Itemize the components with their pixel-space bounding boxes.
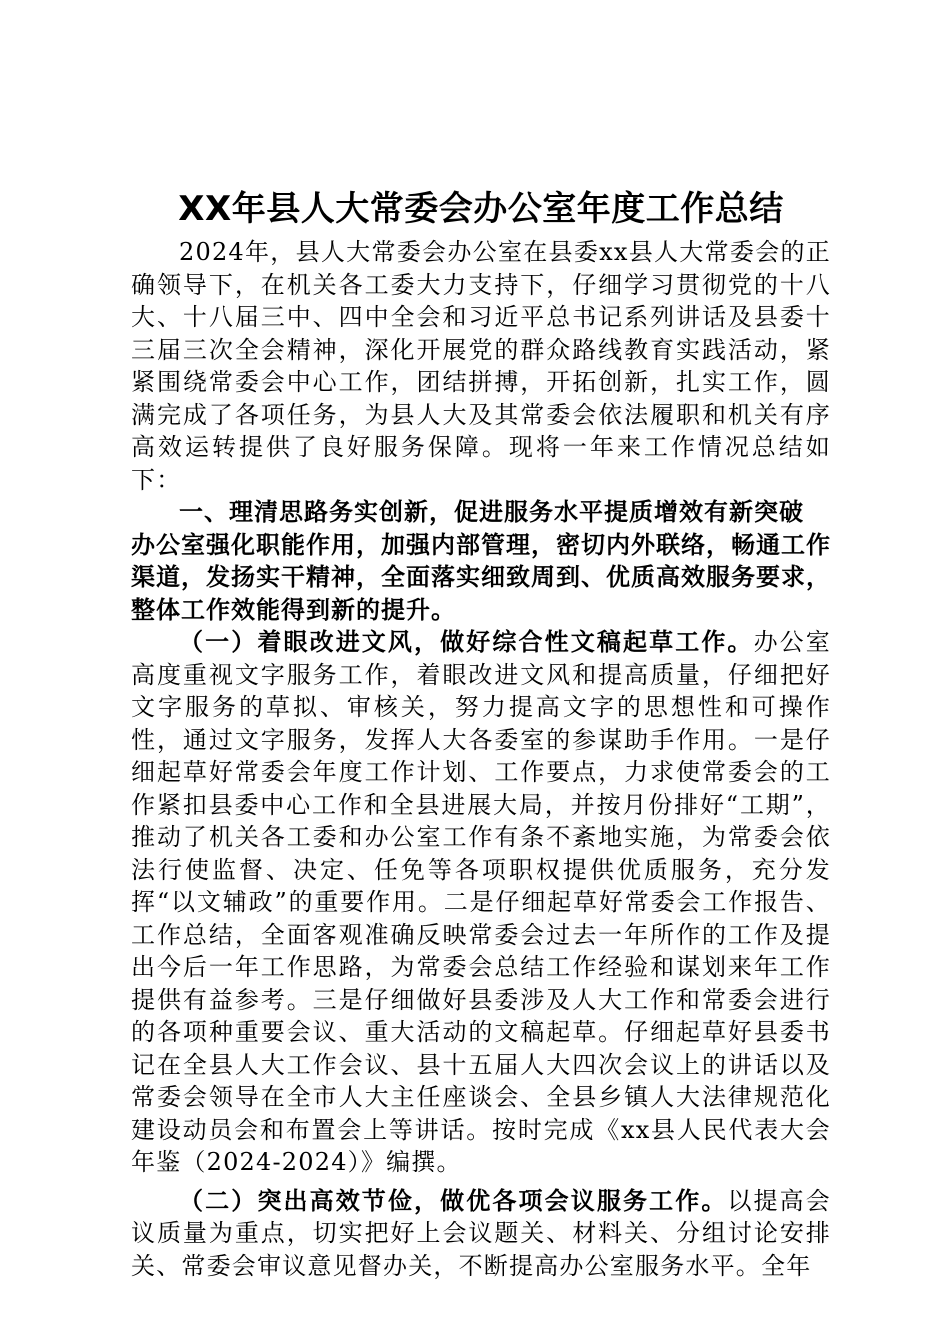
- item2-lead: （二）突出高效节俭，做优各项会议服务工作。: [179, 1186, 728, 1215]
- intro-paragraph: 2024年，县人大常委会办公室在县委xx县人大常委会的正确领导下，在机关各工委大力支持下，仔细学习贯彻党的十八大、十八届三中、四中全会和习近平总书记系列讲话及县委十三届三次全会精神，深化开展党的群众路线教育实践活动，紧紧围绕常委会中心工作，团结拼搏，开拓创新，扎实工作，圆满完成了各项任务，为县人大及其常委会依法履职和机关有序高效运转提供了良好服务保障。现将一年来工作情况总结如下：: [131, 238, 831, 494]
- item2-body: 以提高会议质量为重点，切实把好上会议题关、材料关、分组讨论安排关、常委会审议意见督办关，不断提高办公室服务水平。全年: [131, 1186, 831, 1280]
- section1-heading: 一、理清思路务实创新，促进服务水平提质增效有新突破: [179, 498, 804, 526]
- item1-lead: （一）着眼改进文风，做好综合性文稿起草工作。: [179, 628, 754, 656]
- item1-body: 办公室高度重视文字服务工作，着眼改进文风和提高质量，仔细把好文字服务的草拟、审核关，努力提高文字的思想性和可操作性，通过文字服务，发挥人大各委室的参谋助手作用。一是仔细起草好常委会年度工作计划、工作要点，力求使常委会的工作紧扣县委中心工作和全县进展大局，并按月份排好“工期”，推动了机关各工委和办公室工作有条不紊地实施，为常委会依法行使监督、决定、任免等各项职权提供优质服务，充分发挥“以文辅政”的重要作用。二是仔细起草好常委会工作报告、工作总结，全面客观准确反映常委会过去一年所作的工作及提出今后一年工作思路，为常委会总结工作经验和谋划来年工作提供有益参考。三是仔细做好县委涉及人大工作和常委会进行的各项种重要会议、重大活动的文稿起草。仔细起草好县委书记在全县人大工作会议、县十五届人大四次会议上的讲话以及常委会领导在全市人大主任座谈会、全县乡镇人大法律规范化建设动员会和布置会上等讲话。按时完成《xx县人民代表大会年鉴（2024-2024）》编撰。: [131, 628, 831, 1176]
- document-title: XX年县人大常委会办公室年度工作总结: [178, 189, 784, 229]
- section1-body: 办公室强化职能作用，加强内部管理，密切内外联络，畅通工作渠道，发扬实干精神，全面落实细致周到、优质高效服务要求，整体工作效能得到新的提升。: [131, 530, 831, 624]
- item1-paragraph: [131, 626, 831, 1179]
- document-body: [131, 186, 831, 1282]
- item2-paragraph: [131, 1185, 831, 1283]
